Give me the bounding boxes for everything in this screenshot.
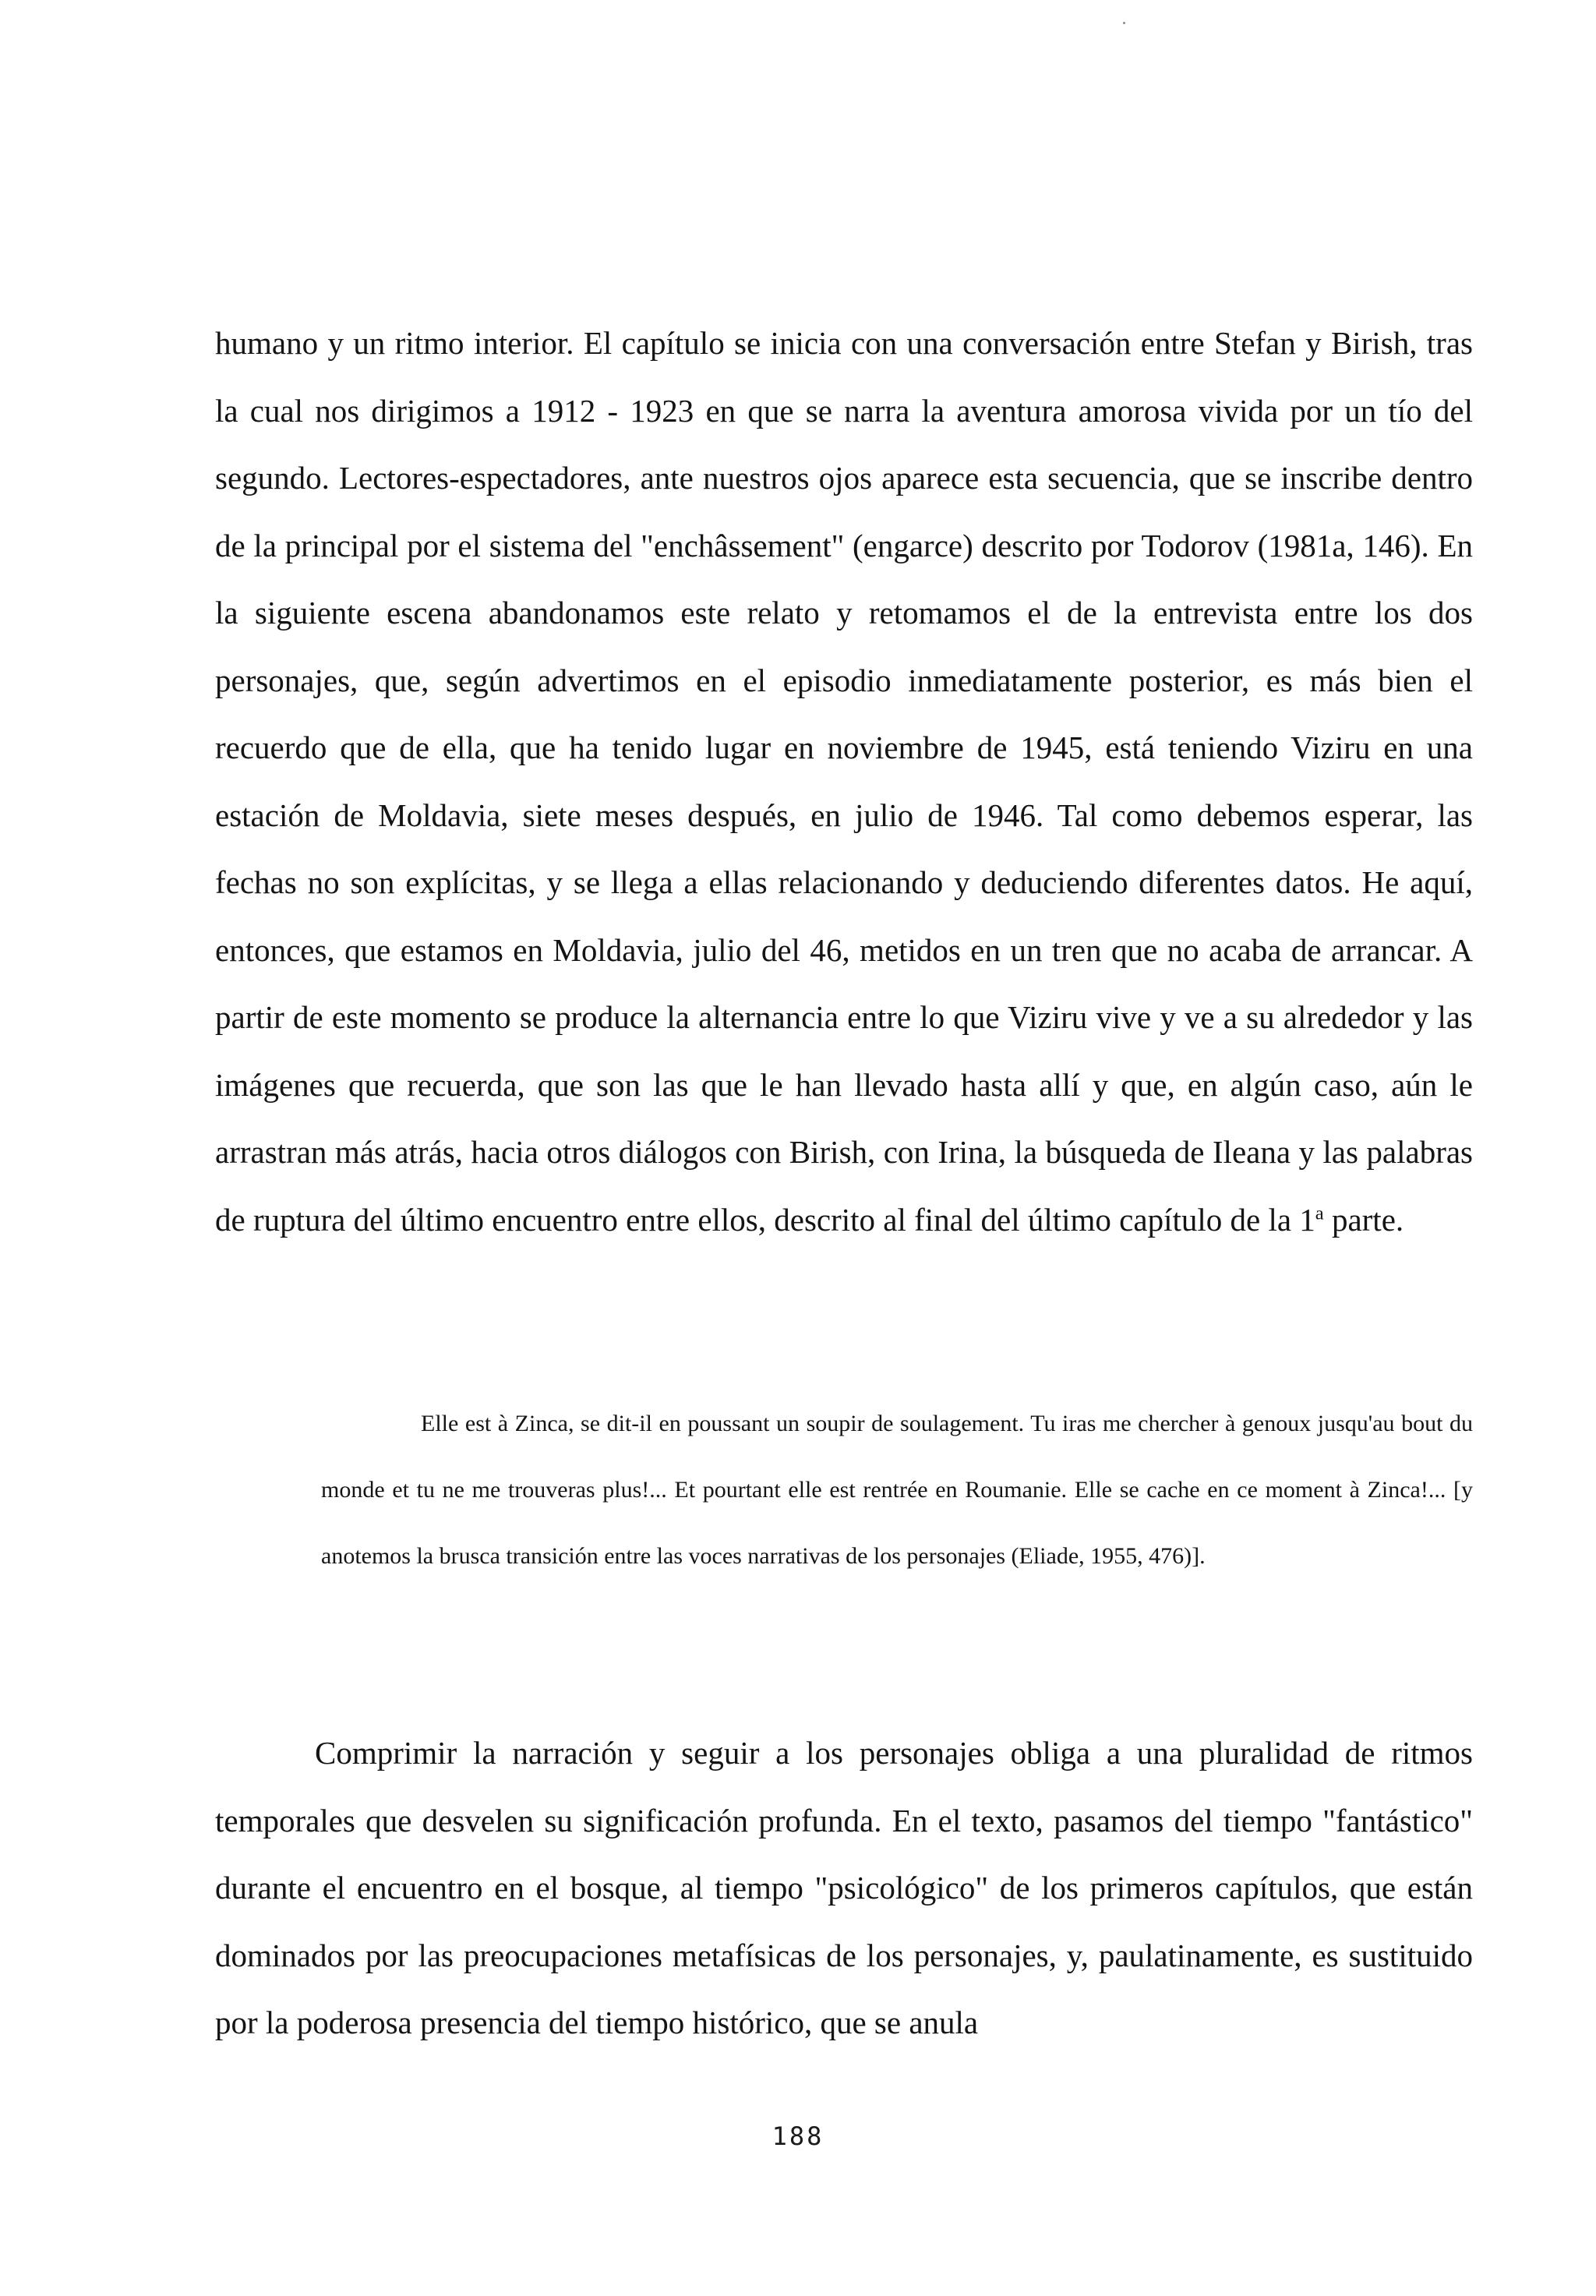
body-paragraph: [215, 309, 1473, 1253]
page-number: 188: [772, 2121, 824, 2151]
quote-text: Elle est à Zinca, se dit-il en poussant un soupir de soulagement. Tu iras me chercher à genoux jusqu'au bout du monde et tu ne me trouveras plus!... Et pourtant elle est rentrée en Roumanie. Elle se cache en ce moment à Zinca!... [y anotemos la brusca transición entre las voces narrativas de los personajes (Eliade, 1955, 476)].: [321, 1411, 1473, 1569]
block-quote: [321, 1390, 1473, 1589]
paragraph-text: humano y un ritmo interior. El capítulo se inicia con una conversación entre Stefan y Birish, tras la cual nos dirigimos a 1912 - 1923 en que se narra la aventura amorosa vivida por un tío del segundo. Lectores-espectadores, ante nuestros ojos aparece esta secuencia, que se inscribe dentro de la principal por el sistema del "enchâssement" (engarce) descrito por Todorov (1981a, 146). En la siguiente escena abandonamos este relato y retomamos el de la entrevista entre los dos personajes, que, según advertimos en el episodio inmediatamente posterior, es más bien el recuerdo que de ella, que ha tenido lugar en noviembre de 1945, está teniendo Viziru en una estación de Moldavia, siete meses después, en julio de 1946. Tal como debemos esperar, las fechas no son explícitas, y se llega a ellas relacionando y deduciendo diferentes datos. He aquí, entonces, que estamos en Moldavia, julio del 46, metidos en un tren que no acaba de arrancar. A partir de este momento se produce la alternancia entre lo que Viziru vive y ve a su alrededor y las imágenes que recuerda, que son las que le han llevado hasta allí y que, en algún caso, aún le arrastran más atrás, hacia otros diálogos con Birish, con Irina, la búsqueda de Ileana y las palabras de ruptura del último encuentro entre ellos, descrito al final del último capítulo de la 1: [215, 325, 1473, 1238]
body-paragraph-2: Comprimir la narración y seguir a los personajes obliga a una pluralidad de ritmos temporales que desvelen su significación profunda. En el texto, pasamos del tiempo "fantástico" durante el encuentro en el bosque, al tiempo "psicológico" de los primeros capítulos, que están dominados por las preocupaciones metafísicas de los personajes, y, paulatinamente, es sustituido por la poderosa presencia del tiempo histórico, que se anula: [215, 1735, 1473, 2040]
scan-speck: [1123, 22, 1125, 24]
ordinal-superscript: a: [1315, 1202, 1324, 1224]
paragraph-text-end: parte.: [1323, 1201, 1404, 1238]
